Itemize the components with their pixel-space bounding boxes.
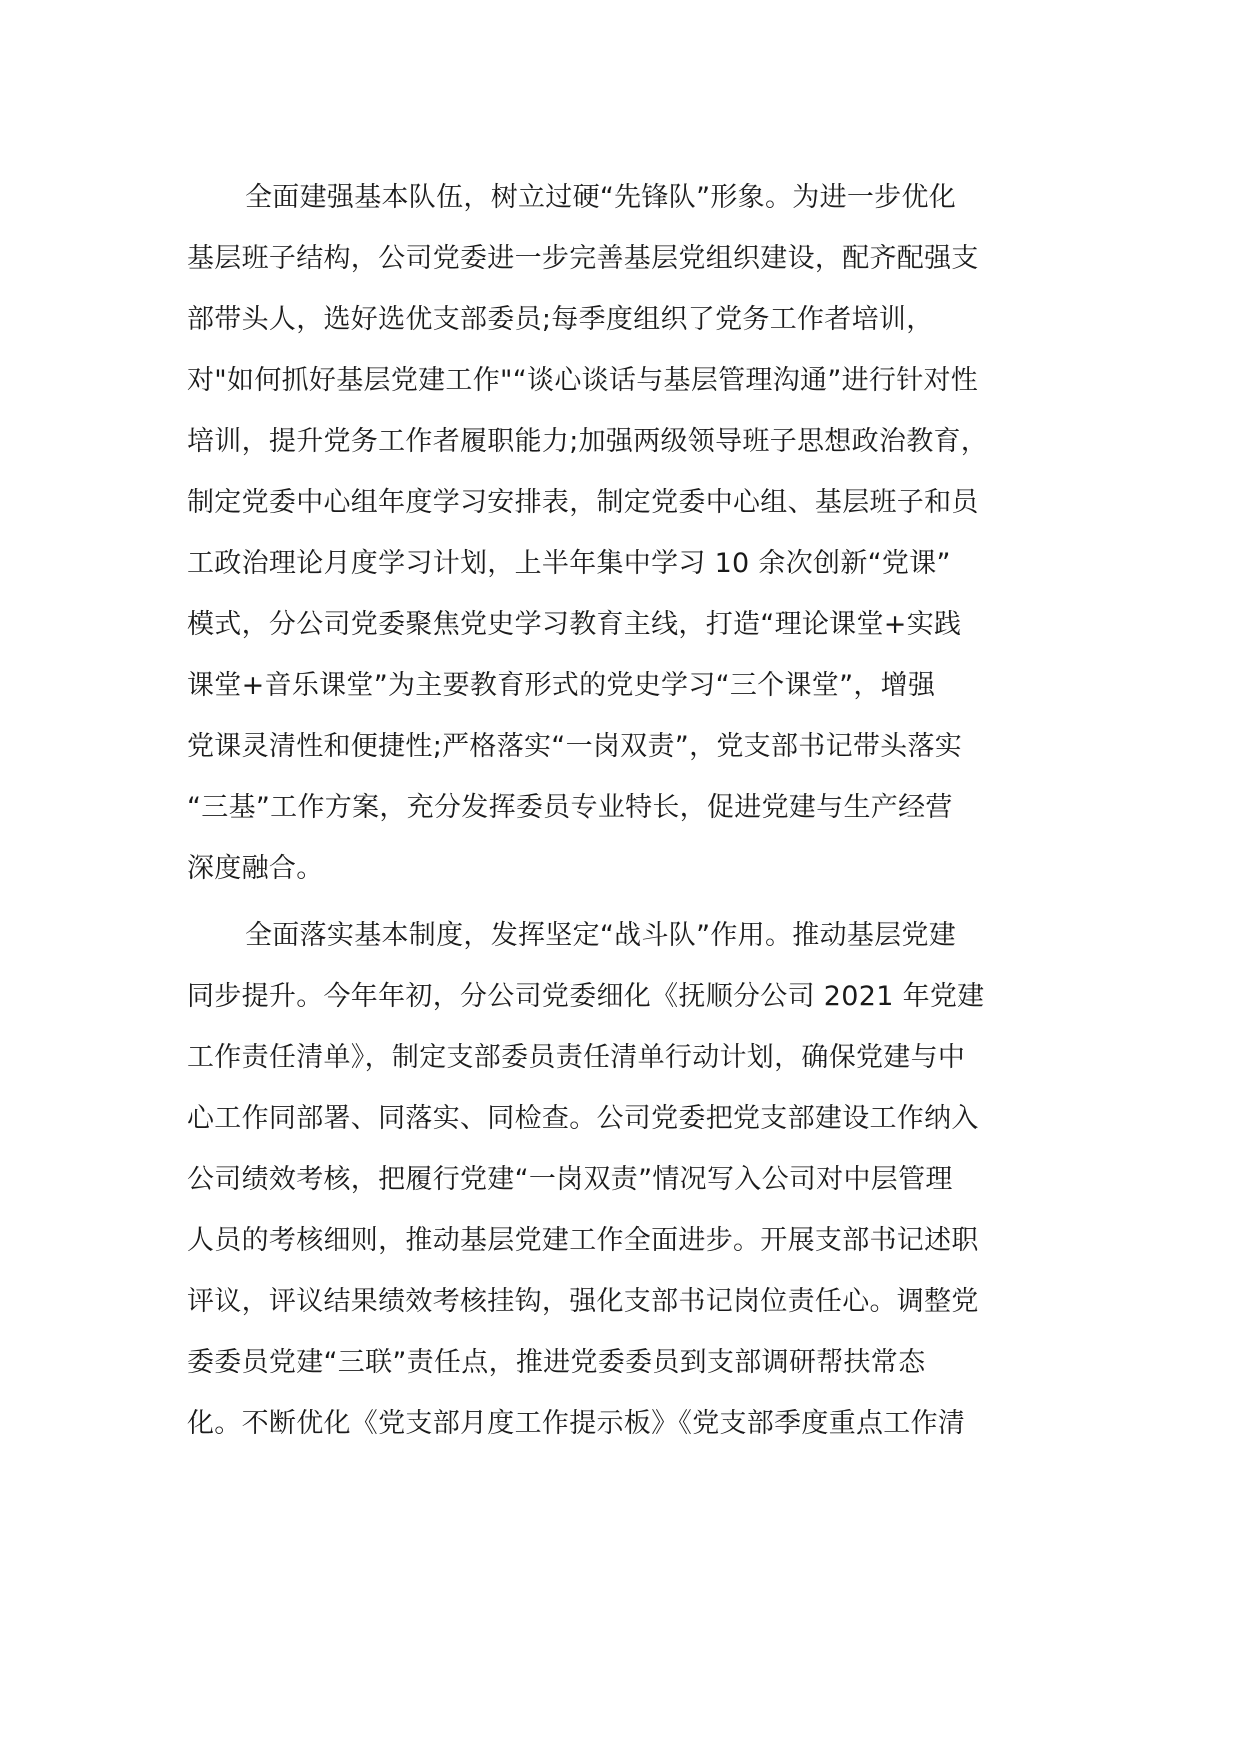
text-line: 全面建强基本队伍，树立过硬“先锋队”形象。为进一步优化: [245, 182, 957, 213]
text-line: 评议，评议结果绩效考核挂钩，强化支部书记岗位责任心。调整党: [187, 1286, 979, 1317]
text-line: 人员的考核细则，推动基层党建工作全面进步。开展支部书记述职: [187, 1225, 979, 1256]
text-line: 心工作同部署、同落实、同检查。公司党委把党支部建设工作纳入: [187, 1103, 979, 1134]
text-line: 部带头人，选好选优支部委员;每季度组织了党务工作者培训，: [187, 304, 934, 335]
text-line: 委委员党建“三联”责任点，推进党委委员到支部调研帮扶常态: [187, 1347, 926, 1378]
text-line: 同步提升。今年年初，分公司党委细化《抚顺分公司 2021 年党建: [187, 981, 985, 1012]
text-line: 课堂+音乐课堂”为主要教育形式的党史学习“三个课堂”，增强: [187, 670, 936, 701]
text-line: 对"如何抓好基层党建工作"“谈心谈话与基层管理沟通”进行针对性: [187, 365, 979, 396]
text-line: 深度融合。: [187, 853, 324, 884]
text-line: 制定党委中心组年度学习安排表，制定党委中心组、基层班子和员: [187, 487, 979, 518]
text-line: 基层班子结构，公司党委进一步完善基层党组织建设，配齐配强支: [187, 243, 979, 274]
text-line: 工作责任清单》，制定支部委员责任清单行动计划，确保党建与中: [187, 1042, 966, 1073]
text-line: 公司绩效考核，把履行党建“一岗双责”情况写入公司对中层管理: [187, 1164, 953, 1195]
text-line: 全面落实基本制度，发挥坚定“战斗队”作用。推动基层党建: [245, 920, 957, 951]
paragraph-team-building: [187, 167, 1067, 899]
paragraph-system-implementation: [187, 905, 1067, 1454]
text-line: 工政治理论月度学习计划，上半年集中学习 10 余次创新“党课”: [187, 548, 951, 579]
text-line: 化。不断优化《党支部月度工作提示板》《党支部季度重点工作清: [187, 1408, 966, 1439]
text-line: 党课灵清性和便捷性;严格落实“一岗双责”，党支部书记带头落实: [187, 731, 963, 762]
text-line: 模式，分公司党委聚焦党史学习教育主线，打造“理论课堂+实践: [187, 609, 962, 640]
document-body: [187, 167, 1067, 1454]
text-line: “三基”工作方案，充分发挥委员专业特长，促进党建与生产经营: [187, 792, 953, 823]
text-line: 培训，提升党务工作者履职能力;加强两级领导班子思想政治教育，: [187, 426, 989, 457]
